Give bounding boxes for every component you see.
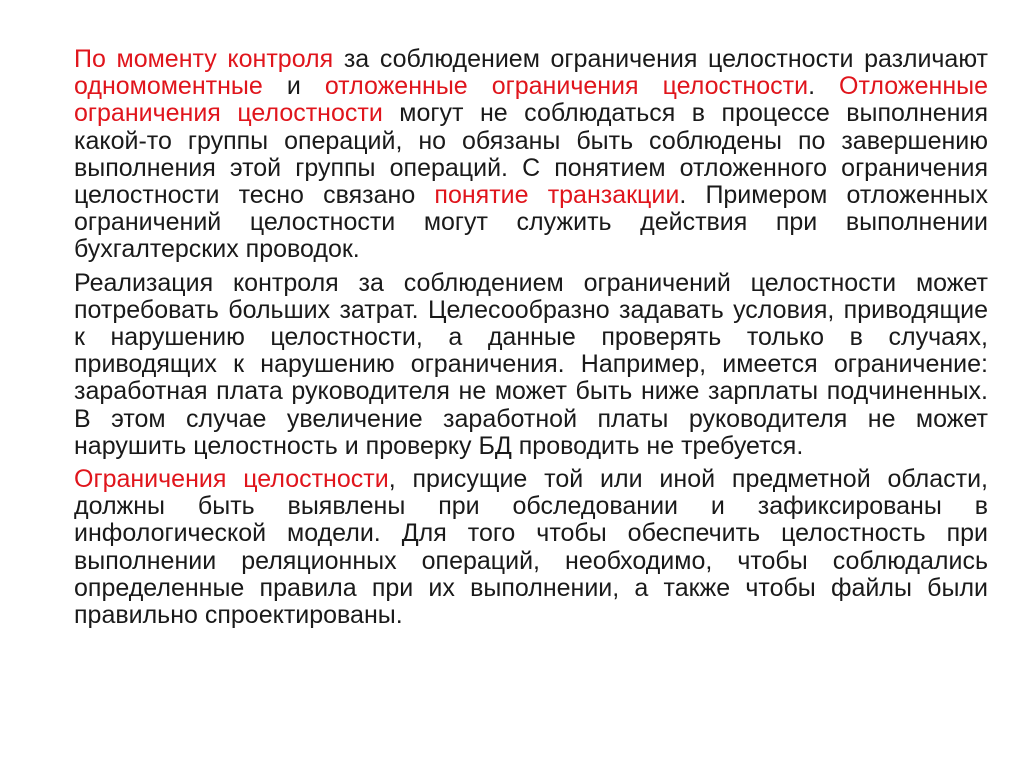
- paragraph-deferred-constraints: [74, 46, 988, 264]
- term-transaction: понятие транзакции: [434, 181, 680, 210]
- text-segment: , присущие той или иной предметной области, должны быть выявлены при обследовании и зафиксированы в инфологической модели. Для того чтобы обеспечить целостность при выполнении реляционных операций, необходимо, чтобы соблюдались определенные правила при их выполнении, а также чтобы файлы были правильно спроектированы.: [74, 465, 988, 630]
- term-integrity-constraints: Ограничения целостности: [74, 465, 389, 494]
- term-deferred-constraints: отложенные ограничения целостности: [324, 72, 809, 101]
- body-text: [74, 46, 988, 635]
- term-deferred-constraints-2: Отложенные ограничения целостности: [74, 72, 988, 128]
- text-segment: . Примером отложенных ограничений целостности могут служить действия при выполнении бухгалтерских проводок.: [74, 181, 988, 264]
- text-segment: Реализация контроля за соблюдением ограничений целостности может потребовать больших затрат. Целесообразно задавать условия, приводящие к нарушению целостности, а данные проверять только в случаях, приводящих к нарушению ограничения. Например, имеется ограничение: заработная плата руководителя не может быть ниже зарплаты подчиненных. В этом случае увеличение заработной платы руководителя не может нарушить целостность и проверку БД проводить не требуется.: [74, 268, 988, 460]
- text-segment: могут не соблюдаться в процессе выполнения какой-то группы операций, но обязаны быть соблюдены по завершению выполнения этой группы операций. С понятием отложенного ограничения целостности тесно связано: [74, 99, 988, 210]
- paragraph-domain-constraints: [74, 466, 988, 629]
- paragraph-implementation: [74, 270, 988, 460]
- text-segment: .: [808, 72, 840, 101]
- text-segment: и: [262, 72, 325, 101]
- term-one-moment: одномоментные: [74, 72, 263, 101]
- text-segment: за соблюдением ограничения целостности различают: [333, 45, 988, 73]
- term-control-moment: По моменту контроля: [74, 45, 334, 73]
